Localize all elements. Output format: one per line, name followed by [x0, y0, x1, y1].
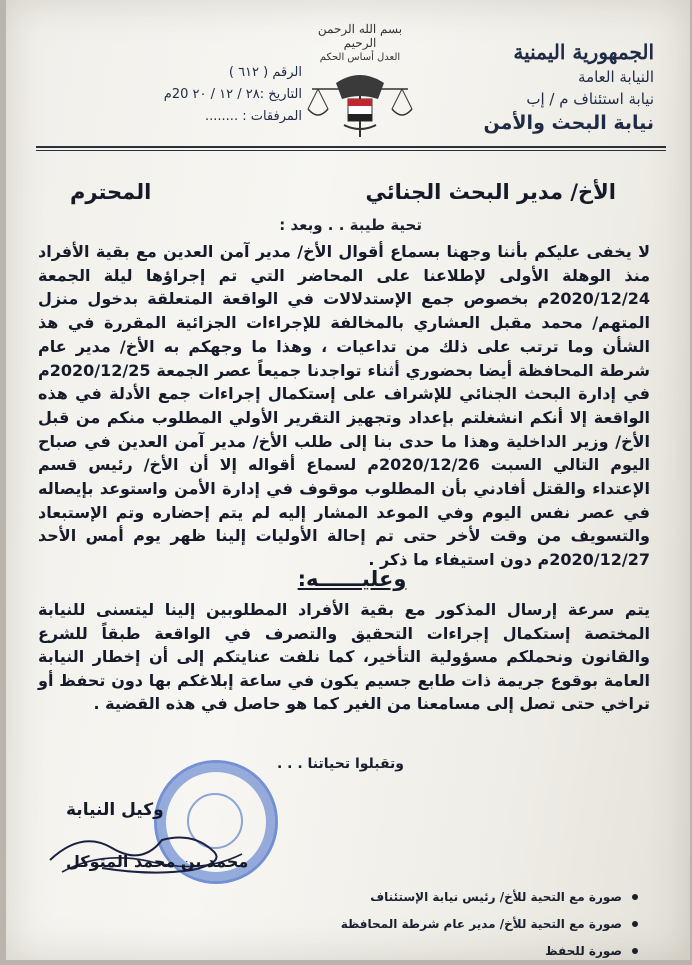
letterhead-authority: [444, 40, 654, 134]
letter-page: [6, 0, 690, 960]
date-row: [102, 84, 302, 106]
addressee: الأخ/ مدير البحث الجنائي: [365, 180, 616, 204]
republic-name: الجمهورية اليمنية: [513, 40, 654, 64]
date-value: :٢٨ / ١٢ / ٢٠ 20م: [163, 87, 265, 102]
header-divider-thin: [36, 150, 666, 151]
therefore-heading: [6, 567, 692, 591]
motto-text: العدل أساس الحكم: [319, 52, 401, 63]
signatory-title: وكيل النيابة: [66, 800, 164, 820]
copy-item: صورة مع التحية للأخ/ رئيس نيابة الإستئناف: [308, 884, 638, 911]
date-label: التاريخ: [268, 87, 302, 102]
authority-name: النيابة العامة: [578, 68, 654, 86]
eagle-emblem-icon: [304, 63, 416, 141]
ref-label: الرقم: [272, 65, 302, 80]
attachments-row: [102, 106, 302, 128]
copy-item: صورة للحفظ: [308, 938, 638, 965]
honorific: المحترم: [70, 180, 152, 204]
attach-value: : ........: [205, 109, 247, 124]
closing-line: وتقبلوا تحياتنا . . .: [276, 756, 404, 772]
attach-label: المرفقات: [250, 109, 302, 124]
ref-value: ( ٦١٢ ): [228, 65, 269, 80]
therefore-text: وعليــــــه:: [297, 567, 407, 591]
state-emblem: [304, 22, 416, 132]
signatory-name: محمد بن محمد المتوكل: [66, 852, 249, 871]
reference-block: [102, 62, 302, 128]
court-name: نيابة استئناف م / إب: [526, 90, 654, 108]
copies-list: [308, 884, 638, 965]
copy-item: صورة مع التحية للأخ/ مدير عام شرطة المحافظة: [308, 911, 638, 938]
unit-name: نيابة البحث والأمن: [483, 112, 654, 134]
letter-paragraph-1: لا يخفى عليكم بأننا وجهنا بسماع أقوال الأخ/ مدير آمن العدين مع بقية الأفراد منذ الوهلة الأولى لإطلاعنا على المحاضر التي تم إجراؤها ليلة الجمعة 2020/12/24م بخصوص جمع الإستدلالات في الواقعة المتعلقة بدخول منزل المتهم/ محمد مقبل العشاري بالمخالفة للإجراءات الجزائية المقررة في هذ الشأن وما ترتب على ذلك من تداعيات ، وهذا ما وجهكم به الأخ/ مدير عام شرطة المحافظة أيضا بحضوري أثناء تواجدنا جميعاً عصر الجمعة 2020/12/25م في إدارة البحث الجنائي للإشراف على إستكمال إجراءات جمع الأدلة في هذه الواقعة إلا أنكم انشغلتم بإعداد وتجهيز التقرير الأولي المطلوب منكم من قبل الأخ/ وزير الداخلية وهذا ما حدى بنا إلى طلب الأخ/ مدير آمن العدين في صباح اليوم التالي السبت 2020/12/26م لسماع أقواله إلا أن الأخ/ رئيس قسم الإعتداء والقتل أفادني بأن المطلوب موقوف في إدارة الأمن واستوعد بإيصاله في عصر نفس اليوم وفي الموعد المشار إليه لم يتم إحضاره وتم الإستبعاد والتسويف من وقت لأخر حتى تم إحالة الأوليات إلينا ظهر يوم أمس الأحد 2020/12/27م دون استيفاء ما ذكر .: [38, 242, 650, 570]
header-divider: [36, 146, 666, 148]
reference-number-row: [102, 62, 302, 84]
bismillah-text: بسم الله الرحمن الرحيم: [317, 22, 403, 50]
greeting: تحية طيبة . . وبعد :: [279, 216, 422, 234]
letter-paragraph-2: يتم سرعة إرسال المذكور مع بقية الأفراد المطلوبين إلينا ليتسنى للنيابة المختصة إستكمال إجراءات التحقيق والتصرف في الواقعة طبقاً للشرع والقانون ونحملكم مسؤولية التأخير، كما نلفت عنايتكم إلى أن إخطار النيابة العامة بوقوع جريمة ذات طابع جسيم يكون في ساعة إبلاغكم بها دون تحفظ أو تراخي حتى تصل إلى مسامعنا من الغير كما هو حاصل في هذه القضية .: [38, 600, 650, 713]
